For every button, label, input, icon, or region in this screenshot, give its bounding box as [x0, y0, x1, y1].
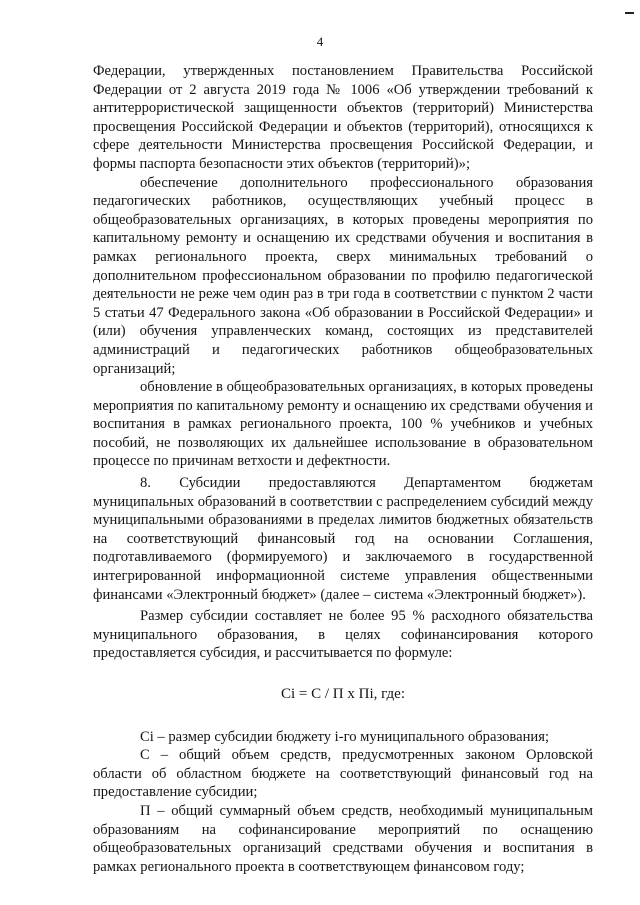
paragraph-continuation: Федерации, утвержденных постановлением Правительства Российской Федерации от 2 августа 2019 года № 1006 «Об утверждении требований к антитеррористической защищенности объектов (территорий) Министерства просвещения Российской Федерации и объектов (территорий), относящихся к сфере деятельности Министерства просвещения Российской Федерации, и формы паспорта безопасности этих объектов (территорий)»; [93, 63, 593, 172]
paragraph-subsidy-size: Размер субсидии составляет не более 95 % расходного обязательства муниципального образования, в целях софинансирования которого предоставляется субсидия, и рассчитывается по формуле: [93, 608, 593, 662]
paragraph-professional-education: обеспечение дополнительного профессионального образования педагогических работников, осуществляющих учебный процесс в общеобразовательных организациях, в которых проведены мероприятия по капитальному ремонту и оснащению их средствами обучения и воспитания в рамках регионального проекта, сверх минимальных требований о дополнительном профессиональном образовании по профилю педагогической деятельности не реже чем один раз в три года в соответствии с пунктом 2 части 5 статьи 47 Федерального закона «Об образовании в Российской Федерации» и (или) обучения управленческих команд, состоящих из представителей администраций и педагогических работников общеобразовательных организаций; [93, 174, 593, 377]
paragraph-section-8: 8. Субсидии предоставляются Департаментом бюджетам муниципальных образований в соответствии с распределением субсидий между муниципальными образованиями в пределах лимитов бюджетных обязательств на соответствующий финансовый год на основании Соглашения, подготавливаемого (формируемого) и заключаемого в государственной интегрированной информационной системе управления общественными финансами «Электронный бюджет» (далее – система «Электронный бюджет»). [93, 475, 593, 603]
paragraph-ci-definition: Ci – размер субсидии бюджету i-го муниципального образования; [140, 728, 549, 745]
paragraph-p-definition: П – общий суммарный объем средств, необходимый муниципальным образованиям на софинансирование мероприятий по оснащению общеобразовательных организаций средствами обучения и воспитания в рамках регионального проекта в соответствующем финансовом году; [93, 802, 593, 875]
paragraph-textbook-renewal: обновление в общеобразовательных организациях, в которых проведены мероприятия по капитальному ремонту и оснащению их средствами обучения и воспитания в рамках регионального проекта, 100 % учебников и учебных пособий, не позволяющих их дальнейшее использование в образовательном процессе по причинам ветхости и дефектности. [93, 379, 594, 470]
corner-mark [625, 12, 634, 14]
page-number: 4 [316, 34, 324, 49]
document-body [93, 62, 593, 876]
formula: Ci = С / П х Пi, где: [281, 686, 405, 702]
paragraph-c-definition: С – общий объем средств, предусмотренных законом Орловской области об областном бюджете на соответствующий финансовый год на предоставление субсидии; [93, 747, 593, 801]
